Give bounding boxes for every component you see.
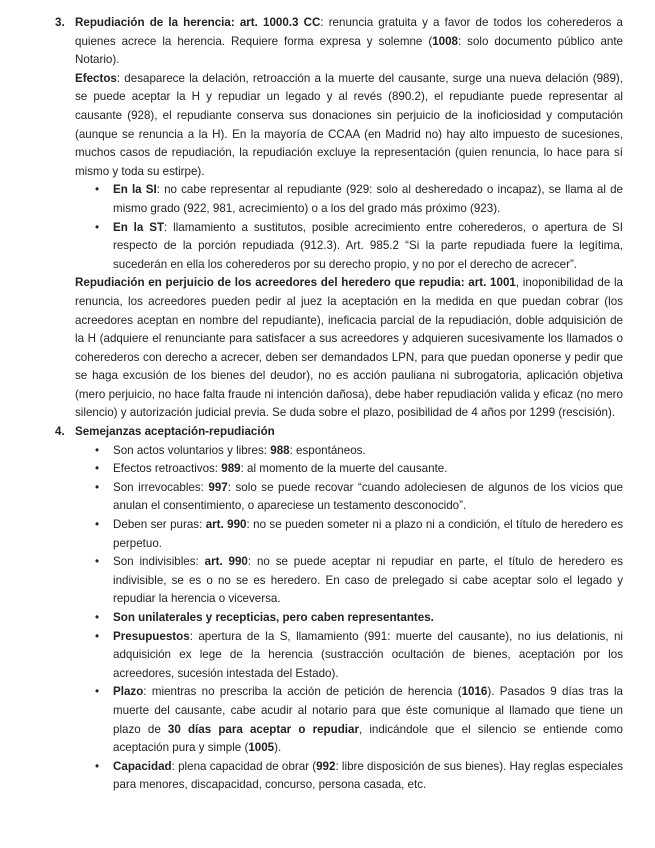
list-item: • Plazo: mientras no prescriba la acción de petición de herencia (1016). Pasados 9 días tras la muerte del causante, cabe acudir al notario para que éste comunique al llamado que tiene un plazo de 30 días para aceptar o repudiar, indicándole que el silencio se entiende como aceptación pura y simple (1005). <box>95 685 624 755</box>
section-4 <box>55 423 623 795</box>
bullet-icon: • <box>95 480 100 494</box>
bullet-icon: • <box>95 685 100 699</box>
efectos-list <box>75 181 623 274</box>
bullet-icon: • <box>95 629 100 643</box>
list-item: • Deben ser puras: art. 990: no se pueden someter ni a plazo ni a condición, el título de heredero es perpetuo. <box>95 518 624 550</box>
section-number: 3. <box>55 16 65 29</box>
repudiacion-paragraph: Repudiación de la herencia: art. 1000.3 CC: renuncia gratuita y a favor de todos los coherederos a quienes acrece la herencia. Requiere forma expresa y solemne (1008: solo documento público ante Notario). <box>75 16 624 67</box>
list-item: • Son irrevocables: 997: solo se puede recovar “cuando adoleciesen de algunos de los vicios que anulan el consentimiento, o apareciese un testamento desconocido”. <box>95 480 624 513</box>
list-item: • Son indivisibles: art. 990: no se puede aceptar ni repudiar en parte, el título de heredero es indivisible, se es o no se es heredero. En caso de prelegado si cabe aceptar solo el legado y repudiar la herencia o viceversa. <box>95 555 624 606</box>
list-item: • Son actos voluntarios y libres: 988: espontáneos. <box>113 442 623 461</box>
bullet-icon: • <box>95 443 100 457</box>
bullet-icon: • <box>95 759 100 773</box>
perjuicio-paragraph: Repudiación en perjuicio de los acreedores del heredero que repudia: art. 1001, inoponibilidad de la renuncia, los acreedores pueden pedir al juez la aceptación en la medida en que puedan cobrar (los acreedores aceptan en nombre del repudiante), ineficacia parcial de la repudiación, doble adquisición de la H (adquiere el renunciante para satisfacer a sus acreedores y adquieren sucesivamente los llamados o coherederos con derecho a acrecer, deben ser demandados LPN, para que puedan oponerse y pedir que se haga excusión de los bienes del deudor), no es acción pauliana ni subrogatoria, aplicación objetiva (mero perjuicio, no hace falta fraude ni intención dañosa), debe haber repudiación valida y eficaz (no mero silencio) y autorización judicial previa. Se duda sobre el plazo, posibilidad de 4 años por 1299 (rescisión). <box>75 276 624 420</box>
bullet-icon: • <box>95 183 100 197</box>
list-item: • Presupuestos: apertura de la S, llamamiento (991: muerte del causante), no ius delationis, ni adquisición ex lege de la herencia (sustracción ocultación de bienes, aceptación por los acreedores, sucesión intestada del Estado). <box>95 629 623 680</box>
list-item: • En la ST: llamamiento a sustitutos, posible acrecimiento entre coherederos, o apertura de SI respecto de la porción repudiada (912.3). Art. 985.2 “Si la parte repudiada fuere la legítima, sucederán en ella los coherederos por su derecho propio, y no por el derecho de acrecer”. <box>95 220 624 271</box>
bullet-icon: • <box>95 611 100 624</box>
bullet-icon: • <box>95 555 100 569</box>
section-3 <box>55 14 623 423</box>
section-heading: Semejanzas aceptación-repudiación <box>75 425 275 439</box>
bullet-icon: • <box>95 518 100 532</box>
semejanzas-list <box>75 442 623 795</box>
efectos-paragraph: Efectos: desaparece la delación, retroacción a la muerte del causante, surge una nueva delación (989), se puede aceptar la H y repudiar un legado y al revés (890.2), el repudiante puede representar al causante (928), el repudiante conserva sus donaciones sin perjuicio de la inoficiosidad y computación (aunque se renuncia a la H). En la mayoría de CCAA (en Madrid no) hay alto impuesto de sucesiones, muchos casos de repudiación, la repudiación excluye la representación (quien renuncia, lo hace para sí mismo y toda su estirpe). <box>75 71 623 178</box>
list-item: • En la SI: no cabe representar al repudiante (929: solo al desheredado o incapaz), se llama al de mismo grado (922, 981, acrecimiento) o a los del grado más próximo (923). <box>95 183 623 215</box>
list-item: • Capacidad: plena capacidad de obrar (992: libre disposición de sus bienes). Hay reglas especiales para menores, discapacidad, concurso, persona casada, etc. <box>95 759 624 792</box>
bullet-icon: • <box>95 462 100 476</box>
list-item: • Efectos retroactivos: 989: al momento de la muerte del causante. <box>113 460 623 479</box>
section-number: 4. <box>55 425 65 439</box>
list-item: • Son unilaterales y recepticias, pero caben representantes. <box>113 609 623 628</box>
bullet-icon: • <box>95 220 100 234</box>
